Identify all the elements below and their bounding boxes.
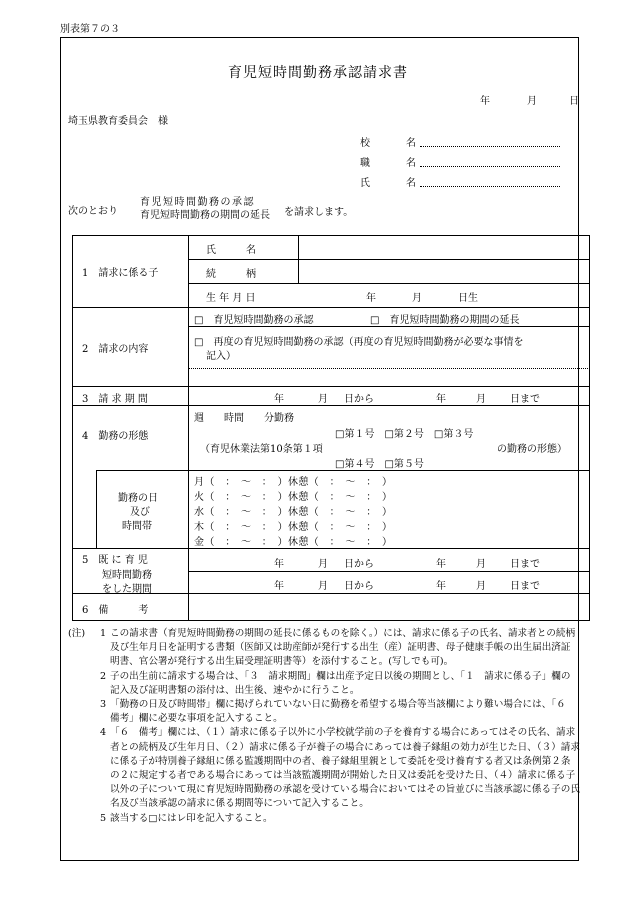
- content-option-approval[interactable]: □ 育児短時間勤務の承認: [194, 315, 314, 326]
- note-text: 「勤務の日及び時間帯」欄に掲げられていない日に勤務を希望する場合等当該欄により難い場合には、「６ 備考」欄に必要な事項を記入すること。: [110, 699, 576, 725]
- work-form-law-tail: の勤務の形態）: [497, 444, 567, 455]
- birth-month: 月: [412, 293, 422, 304]
- period-to-year: 年: [436, 394, 446, 405]
- table-bottom: [72, 620, 590, 621]
- sender-position-line[interactable]: [420, 166, 560, 167]
- row5-line-a: [188, 571, 590, 572]
- form-title: 育児短時間勤務承認請求書: [228, 65, 408, 81]
- note-number: 2: [100, 670, 107, 682]
- table-top: [72, 235, 590, 236]
- table-left: [72, 235, 73, 620]
- row3-label: 3 請 求 期 間: [82, 394, 148, 405]
- row1-line-a: [188, 259, 590, 260]
- row4-line-a: [96, 470, 590, 471]
- sender-position-suffix: 名: [406, 158, 416, 169]
- notes-prefix: (注): [68, 628, 86, 639]
- row1-bottom: [72, 307, 590, 308]
- prior-2-from-year: 年: [274, 581, 284, 592]
- sender-name-key: 氏: [360, 178, 370, 189]
- note-item: [66, 812, 580, 826]
- form-label: 別表第７の３: [60, 24, 120, 35]
- note-item: [66, 627, 580, 670]
- schedule-tue[interactable]: 火（ ： 〜 ： ）休憩（ ： 〜 ： ）: [194, 492, 393, 503]
- sender-school-key: 校: [360, 138, 370, 149]
- note-text: 「６ 備考」欄には、（１）請求に係る子以外に小学校就学前の子を養育する場合にあってはその氏名、請求者との続柄及び生年月日、（２）請求に係る子が養子の場合にあっては養子縁組の効力が生じた日、（３）請求に係る子が特別養子縁組に係る監護期間中の者、養子縁組里親として委託を受け養育する者又は条例第２条の２に規定する者である場合にあっては当該監護期間が開始した日又は委託を受けた日、（４）請求に係る子以外の子について現に育児短時間勤務の承認を受けている場合においてはその旨並びに当該承認に係る子の氏名及び当該承認の請求に係る期間等について記入すること。: [110, 727, 580, 810]
- row2-dotted: [188, 368, 590, 369]
- note-item: [66, 670, 580, 698]
- schedule-label-2: 及び: [130, 507, 150, 518]
- date-month: 月: [527, 96, 537, 107]
- child-name-field[interactable]: [300, 237, 588, 258]
- table-right: [589, 235, 590, 620]
- prior-1-to-year: 年: [436, 559, 446, 570]
- note-item: [66, 698, 580, 726]
- note-text: この請求書（育児短時間勤務の期間の延長に係るものを除く。）には、請求に係る子の氏名、請求者との続柄及び生年月日を証明する書類（医師又は助産師が発行する出生（産）証明書、母子健康手帳の出生届出済証明書、官公署が発行する出生届受理証明書等）を添付すること。(写しでも可)。: [110, 628, 576, 668]
- prior-1-to-day: 日まで: [510, 559, 540, 570]
- addressee: 埼玉県教育委員会 様: [68, 116, 168, 127]
- row5-label-1: 5 既 に 育 児: [82, 555, 148, 566]
- row2-label: 2 請求の内容: [82, 344, 149, 355]
- prior-1-from-month: 月: [318, 559, 328, 570]
- period-to-day: 日まで: [510, 394, 540, 405]
- content-option-reapproval-cont: 記入）: [206, 351, 236, 362]
- date-year: 年: [480, 96, 490, 107]
- work-form-nos-b[interactable]: □第４号 □第５号: [335, 459, 424, 470]
- row2-bottom: [72, 386, 590, 387]
- child-name-label: 氏 名: [206, 245, 256, 256]
- note-number: 1: [100, 628, 107, 639]
- row1-label: 1 請求に係る子: [82, 268, 159, 279]
- row5-label-2: 短時間勤務: [102, 570, 152, 581]
- period-from-day: 日から: [344, 394, 374, 405]
- row1-divider: [298, 235, 299, 283]
- prior-1-from-year: 年: [274, 559, 284, 570]
- schedule-label-3: 時間帯: [122, 521, 152, 532]
- row4-label: 4 勤務の形態: [82, 431, 149, 442]
- schedule-label-1: 勤務の日: [118, 493, 158, 504]
- content-option-reapproval[interactable]: □ 再度の育児短時間勤務の承認（再度の育児短時間勤務が必要な事情を: [194, 337, 524, 348]
- row5-label-3: をした期間: [102, 584, 152, 595]
- sender-name-suffix: 名: [406, 178, 416, 189]
- work-form-law: （育児休業法第10条第１項: [200, 444, 323, 455]
- prior-2-from-month: 月: [318, 581, 328, 592]
- row6-label: 6 備 考: [82, 605, 149, 616]
- date-day: 日: [569, 96, 579, 107]
- schedule-wed[interactable]: 水（ ： 〜 ： ）休憩（ ： 〜 ： ）: [194, 507, 393, 518]
- row3-bottom: [72, 405, 590, 406]
- sender-school-line[interactable]: [420, 146, 560, 147]
- row1-line-b: [188, 283, 590, 284]
- prior-1-from-day: 日から: [344, 559, 374, 570]
- period-from-month: 月: [318, 394, 328, 405]
- note-text: 該当する□にはレ印を記入すること。: [110, 812, 273, 824]
- period-to-month: 月: [476, 394, 486, 405]
- request-prefix: 次のとおり: [68, 206, 118, 217]
- note-number: 5: [100, 812, 107, 824]
- prior-2-to-day: 日まで: [510, 581, 540, 592]
- prior-2-to-year: 年: [436, 581, 446, 592]
- note-number: 3: [100, 699, 107, 711]
- birth-day: 日生: [458, 293, 478, 304]
- sender-position-key: 職: [360, 158, 370, 169]
- schedule-fri[interactable]: 金（ ： 〜 ： ）休憩（ ： 〜 ： ）: [194, 537, 393, 548]
- row4-bottom: [72, 548, 590, 549]
- notes-block: [66, 627, 580, 826]
- request-option-extension: 育児短時間勤務の期間の延長: [140, 210, 270, 221]
- row4-sub-col: [96, 470, 97, 548]
- child-birth-label: 生 年 月 日: [206, 293, 256, 304]
- work-form-nos-a[interactable]: □第１号 □第２号 □第３号: [335, 429, 474, 440]
- request-option-approval: 育児短時間勤務の承認: [140, 197, 255, 208]
- schedule-mon[interactable]: 月（ ： 〜 ： ）休憩（ ： 〜 ： ）: [194, 477, 393, 488]
- note-number: 4: [100, 727, 107, 739]
- prior-2-to-month: 月: [476, 581, 486, 592]
- row2-line-a: [188, 326, 590, 327]
- note-item: [66, 726, 580, 811]
- work-week-hours: 週 時間 分勤務: [194, 413, 294, 424]
- sender-name-line[interactable]: [420, 186, 560, 187]
- request-suffix: を請求します。: [284, 207, 354, 218]
- child-relation-field[interactable]: [300, 261, 588, 282]
- table-label-col: [188, 235, 189, 620]
- remarks-field[interactable]: [190, 595, 588, 619]
- birth-year: 年: [366, 293, 376, 304]
- sender-school-suffix: 名: [406, 138, 416, 149]
- schedule-thu[interactable]: 木（ ： 〜 ： ）休憩（ ： 〜 ： ）: [194, 522, 393, 533]
- prior-2-from-day: 日から: [344, 581, 374, 592]
- content-option-extension[interactable]: □ 育児短時間勤務の期間の延長: [370, 315, 520, 326]
- prior-1-to-month: 月: [476, 559, 486, 570]
- child-relation-label: 続 柄: [206, 269, 256, 280]
- period-from-year: 年: [274, 394, 284, 405]
- note-text: 子の出生前に請求する場合は、「３ 請求期間」欄は出産予定日以後の期間とし、「１ 請求に係る子」欄の記入及び証明書類の添付は、出生後、速やかに行うこと。: [110, 670, 571, 696]
